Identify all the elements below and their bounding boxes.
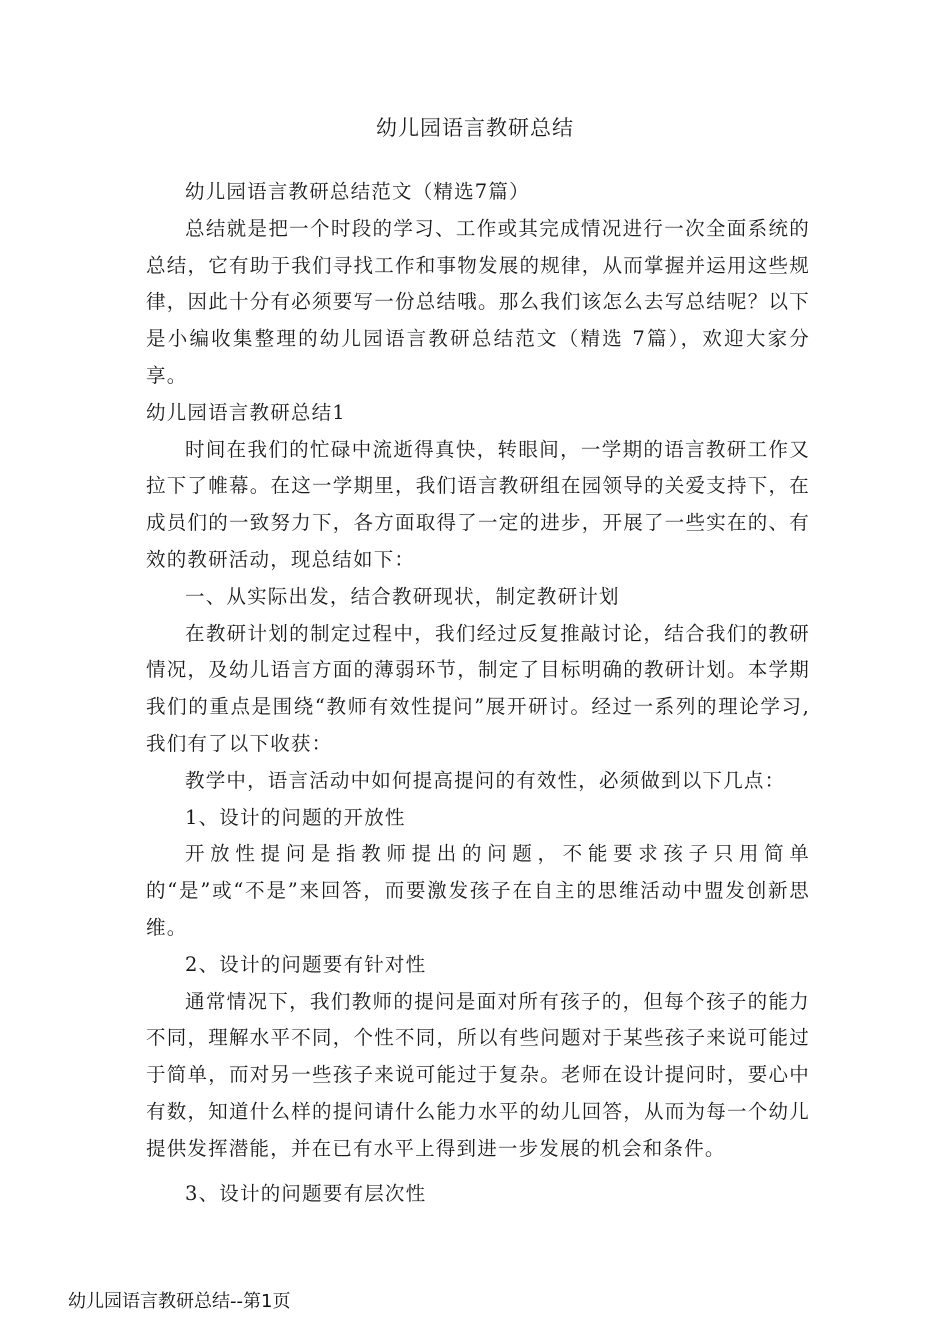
body-paragraph: 在教研计划的制定过程中，我们经过反复推敲讨论，结合我们的教研情况，及幼儿语言方面的薄弱环节，制定了目标明确的教研计划。本学期我们的重点是围绕“教师有效性提问”展开研讨。经过一系列的理论学习,我们有了以下收获： <box>146 621 810 755</box>
subheading-paragraph: 一、从实际出发，结合教研现状，制定教研计划 <box>185 584 620 608</box>
body-paragraph: 时间在我们的忙碌中流逝得真快，转眼间，一学期的语言教研工作又拉下了帷幕。在这一学期里，我们语言教研组在园领导的关爱支持下，在成员们的一致努力下，各方面取得了一定的进步，开展了一些实在的、有效的教研活动，现总结如下： <box>146 437 810 571</box>
document-title: 幼儿园语言教研总结 <box>376 116 574 140</box>
subtitle-paragraph: 幼儿园语言教研总结范文（精选7篇） <box>185 180 530 203</box>
section-heading: 幼儿园语言教研总结1 <box>146 400 346 424</box>
list-heading: 1、设计的问题的开放性 <box>185 805 406 829</box>
body-paragraph: 通常情况下，我们教师的提问是面对所有孩子的，但每个孩子的能力不同，理解水平不同，个性不同，所以有些问题对于某些孩子来说可能过于简单，而对另一些孩子来说可能过于复杂。老师在设计提问时，要心中有数，知道什么样的提问请什么能力水平的幼儿回答，从而为每一个幼儿提供发挥潜能，并在已有水平上得到进一步发展的机会和条件。 <box>146 989 810 1160</box>
body-paragraph: 教学中，语言活动中如何提高提问的有效性，必须做到以下几点： <box>185 768 786 792</box>
list-heading: 3、设计的问题要有层次性 <box>185 1181 427 1205</box>
intro-paragraph: 总结就是把一个时段的学习、工作或其完成情况进行一次全面系统的总结，它有助于我们寻找工作和事物发展的规律，从而掌握并运用这些规律，因此十分有必须要写一份总结哦。那么我们该怎么去写总结呢？以下是小编收集整理的幼儿园语言教研总结范文（精选 7篇），欢迎大家分享。 <box>146 216 810 387</box>
list-heading: 2、设计的问题要有针对性 <box>185 952 427 976</box>
body-paragraph: 开放性提问是指教师提出的问题，不能要求孩子只用简单的“是”或“不是”来回答，而要激发孩子在自主的思维活动中盟发创新思维。 <box>146 842 810 939</box>
document-body <box>146 174 810 1212</box>
page-footer: 幼儿园语言教研总结--第1页 <box>68 1291 291 1312</box>
